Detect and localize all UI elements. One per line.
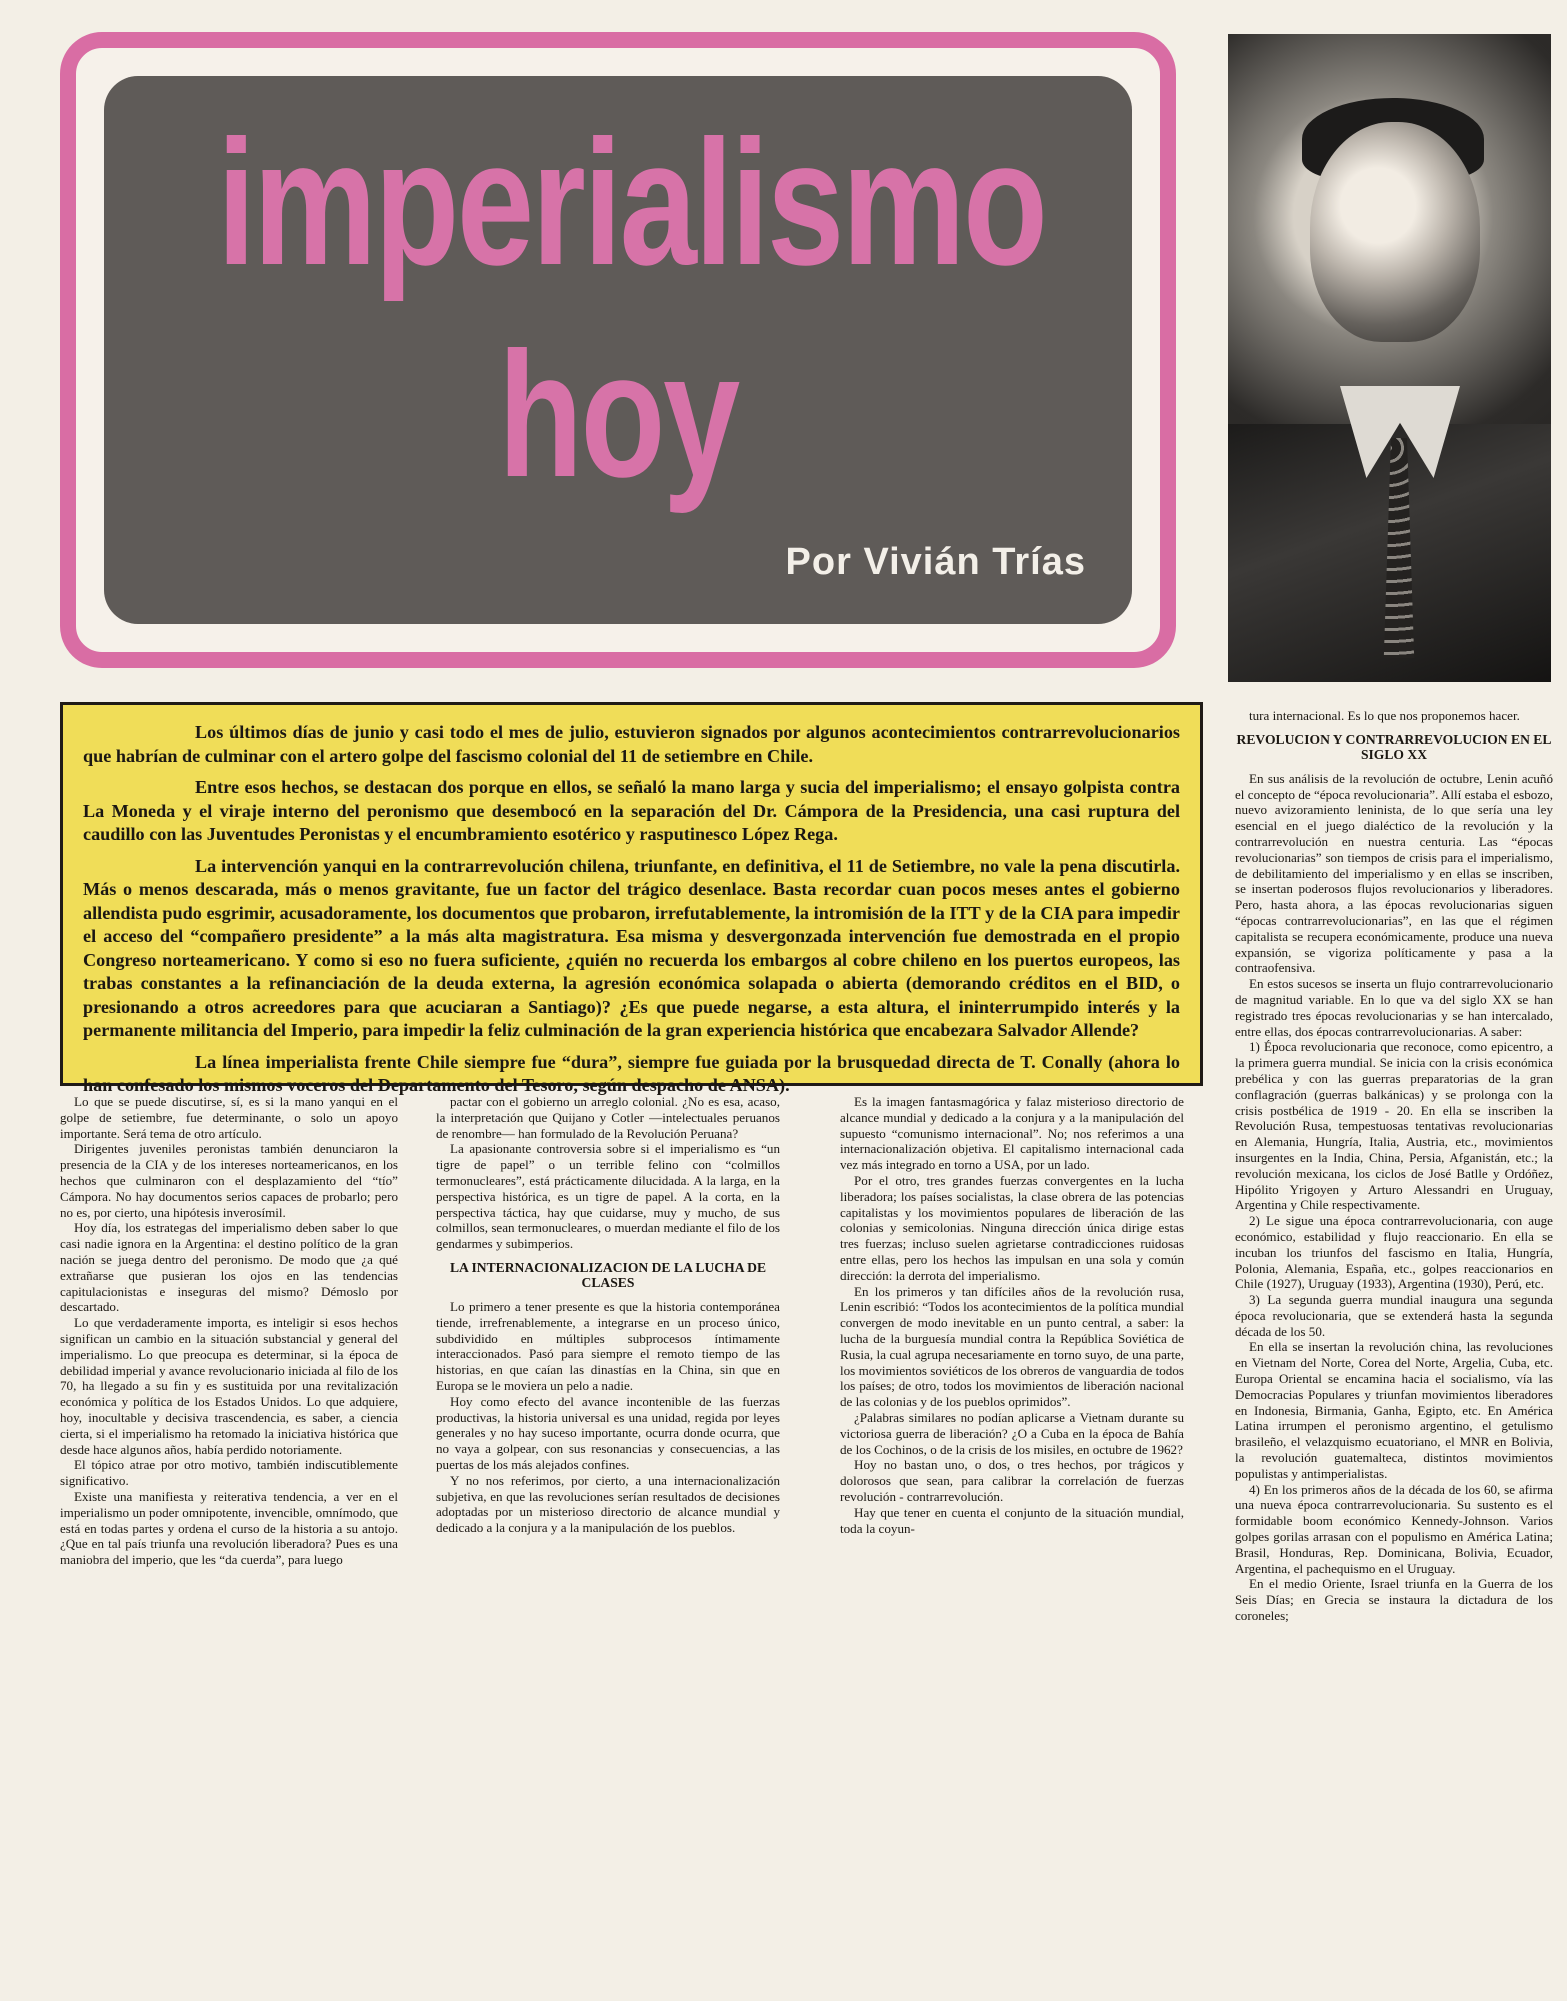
headline-word-imperialismo: imperialismo xyxy=(217,103,1046,302)
body-paragraph: En estos sucesos se inserta un flujo contrarrevolucionario de magnitud variable. En lo que va del siglo XX se han registrado tres épocas revolucionarias y se han intercalado, entre ellas, dos épocas contrarrevolucionarias. A saber: xyxy=(1235,976,1553,1039)
body-paragraph: ¿Palabras similares no podían aplicarse a Vietnam durante su victoriosa guerra de liberación? ¿O a Cuba en la época de Bahía de los Cochinos, o de la crisis de los misiles, en octubre de 1962? xyxy=(840,1409,1184,1457)
lead-paragraph: Los últimos días de junio y casi todo el mes de julio, estuvieron signados por algunos acontecimientos contrarrevolucionarios que habrían de culminar con el artero golpe del fascismo colonial del 11 de setiembre en Chile. xyxy=(83,722,1180,766)
body-paragraph: Hay que tener en cuenta el conjunto de la situación mundial, toda la coyun- xyxy=(840,1504,1184,1536)
body-paragraph: En los primeros y tan difíciles años de la revolución rusa, Lenin escribió: “Todos los acontecimientos de la política mundial convergen de modo inevitable en un punto central, a saber: la lucha de la burguesía mundial contra la República Soviética de Rusia, la cual agrupa necesariamente en torno suyo, de una parte, los movimientos soviéticos de los obreros de vanguardia de todos los países; de otro, todos los movimientos de liberación nacional de las colonias y de los pueblos oprimidos”. xyxy=(840,1283,1184,1410)
article-column-3 xyxy=(840,1094,1184,1536)
byline: Por Vivián Trías xyxy=(785,541,1086,583)
body-paragraph: La apasionante controversia sobre si el imperialismo es “un tigre de papel” o un terrible felino con “colmillos termonucleares”, está prácticamente dilucidada. A la larga, en la perspectiva histórica, es un tigre de papel. A la corta, en la perspectiva táctica, hay que cuidarse, muy y mucho, de sus colmillos, sean termonucleares, o muerdan mediante el filo de los gendarmes y subimperios. xyxy=(436,1141,780,1252)
body-paragraph: Por el otro, tres grandes fuerzas convergentes en la lucha liberadora; los países socialistas, la clase obrera de las potencias capitalistas y los movimientos populares de liberación de las colonias y semicolonias. Ninguna dirección única dirige estas tres fuerzas; incluso suelen agrietarse contradicciones ruidosas entre ellas, pero los hechos las impulsan en una sola y común dirección: la derrota del imperialismo. xyxy=(840,1172,1184,1283)
portrait-photo xyxy=(1228,34,1551,682)
body-paragraph: Y no nos referimos, por cierto, a una internacionalización subjetiva, en que las revoluciones serían resultados de decisiones adoptadas por un misterioso directorio de alcance mundial y dedicado a la conjura y a la manipulación de los pueblos. xyxy=(436,1472,780,1536)
body-paragraph: Lo primero a tener presente es que la historia contemporánea tiende, irrefrenablemente, a integrarse en un proceso único, subdividido en múltiples subprocesos íntimamente interaccionados. Pasó para siempre el remoto tiempo de las historias, en que caían las dinastías en la China, sin que en Europa se le moviera un pelo a nadie. xyxy=(436,1298,780,1393)
section-heading: LA INTERNACIONALIZACION DE LA LUCHA DE CLASES xyxy=(449,1259,767,1290)
body-paragraph: En ella se insertan la revolución china, las revoluciones en Vietnam del Norte, Corea del Norte, Argelia, Cuba, etc. Europa Oriental se encamina hacia el socialismo, vía las Democracias Populares y triunfan movimientos liberadores en Indonesia, Birmania, Ganha, Egipto, etc. En América Latina irrumpen el peronismo argentino, el getulismo brasileño, el velazquismo ecuatoriano, el MNR en Bolivia, la revolución guatemalteca, distintos movimientos populistas y antimperialistas. xyxy=(1235,1339,1553,1481)
title-frame xyxy=(60,32,1176,668)
article-column-1 xyxy=(60,1094,398,1568)
body-paragraph: Lo que se puede discutirse, sí, es si la mano yanqui en el golpe de setiembre, fue determinante, o solo un apoyo importante. Será tema de otro artículo. xyxy=(60,1094,398,1141)
portrait-face xyxy=(1310,122,1480,342)
body-paragraph: En el medio Oriente, Israel triunfa en la Guerra de los Seis Días; en Grecia se instaura la dictadura de los coroneles; xyxy=(1235,1576,1553,1624)
body-paragraph: 3) La segunda guerra mundial inaugura una segunda época revolucionaria, que se extenderá hasta la segunda década de los 50. xyxy=(1235,1292,1553,1339)
title-panel xyxy=(104,76,1132,624)
body-paragraph: Hoy no bastan uno, o dos, o tres hechos, por trágicos y dolorosos que sean, para calibrar la correlación de fuerzas revolución - contrarrevolución. xyxy=(840,1457,1184,1504)
body-paragraph: pactar con el gobierno un arreglo colonial. ¿No es esa, acaso, la interpretación que Quijano y Cotler —intelectuales peruanos de renombre— han formulado de la Revolución Peruana? xyxy=(436,1094,780,1141)
body-paragraph: Lo que verdaderamente importa, es inteligir si esos hechos significan un cambio en la situación substancial y general del imperialismo. Lo que preocupa es determinar, si la época de debilidad imperial y avance revolucionario iniciada al filo de los 70, ha llegado a su fin y es sustituida por una revitalización económica y política de los Estados Unidos. Lo que adquiere, hoy, inocultable y decisiva trascendencia, es saber, a ciencia cierta, si el imperialismo ha retomado la iniciativa histórica que desde hace algunos años, había perdido notoriamente. xyxy=(60,1315,398,1457)
body-paragraph: Hoy día, los estrategas del imperialismo deben saber lo que casi nadie ignora en la Argentina: el destino político de la gran nación se juega dentro del peronismo. De modo que ¿a qué extrañarse que pusieran los ojos en las tendencias capitulacionistas e inseguras del mismo? Démoslo por descartado. xyxy=(60,1220,398,1315)
lead-paragraph: Entre esos hechos, se destacan dos porque en ellos, se señaló la mano larga y sucia del imperialismo; el ensayo golpista contra La Moneda y el viraje interno del peronismo que desembocó en la separación del Dr. Cámpora de la Presidencia, una casi ruptura del caudillo con las Juventudes Peronistas y el encumbramiento esotérico y rasputinesco López Rega. xyxy=(83,777,1180,844)
body-paragraph: Es la imagen fantasmagórica y falaz misterioso directorio de alcance mundial y dedicado a la conjura y a la manipulación del supuesto “comunismo internacional”. No; nos referimos a una internacionalización objetiva. El capitalismo internacional cada vez más integrado en torno a USA, por un lado. xyxy=(840,1094,1184,1173)
body-paragraph: 2) Le sigue una época contrarrevolucionaria, con auge económico, estabilidad y flujo reaccionario. En ella se incuban los triunfos del fascismo en Italia, Hungría, Polonia, Alemania, España, etc., golpes reaccionarios en Chile (1927), Uruguay (1933), Argentina (1930), Perú, etc. xyxy=(1235,1213,1553,1292)
section-heading: REVOLUCION Y CONTRARREVOLUCION EN EL SIGLO XX xyxy=(1236,731,1552,762)
body-paragraph: Existe una manifiesta y reiterativa tendencia, a ver en el imperialismo un poder omnipotente, invencible, omnímodo, que está en todas partes y ordena el curso de la historia a su antojo. ¿Que en tal país triunfa una revolución liberadora? Pues es una maniobra del imperio, que les “da cuerda”, para luego xyxy=(60,1488,398,1568)
article-column-4 xyxy=(1235,708,1553,1624)
body-paragraph: El tópico atrae por otro motivo, también indiscutiblemente significativo. xyxy=(60,1457,398,1489)
body-paragraph: 1) Época revolucionaria que reconoce, como epicentro, a la primera guerra mundial. Se inicia con la crisis económica prebélica y con las guerras preparatorias de la gran conflagración (guerras balkánicas) y se prolonga con la crisis postbélica de 1919 - 20. En ella se inscriben la Revolución Rusa, tempestuosas tentativas revolucionarias en Alemania, Hungría, Italia, Austria, etc., movimientos insurgentes en la India, China, Persia, Afganistán, etc.; la revolución mexicana, los ciclos de José Batlle y Ordóñez, Hipólito Yrigoyen y Arturo Alessandri en Uruguay, Argentina y Chile respectivamente. xyxy=(1235,1039,1553,1213)
lead-paragraph: La intervención yanqui en la contrarrevolución chilena, triunfante, en definitiva, el 11 de Setiembre, no vale la pena discutirla. Más o menos descarada, más o menos gravitante, fue un factor del trágico desenlace. Basta recordar cuan pocos meses antes el gobierno allendista pudo esgrimir, acusadoramente, los documentos que probaron, irrefutablemente, la intromisión de la ITT y de la CIA para impedir el acceso del “compañero presidente” a la más alta magistratura. Esa misma y desvergonzada intervención fue demostrada en el propio Congreso norteamericano. Y como si eso no fuera suficiente, ¿quién no recuerda los embargos al cobre chileno en los puertos europeos, las trabas constantes a la refinanciación de la deuda externa, la agresión económica solapada o abierta (demorando créditos en el BID, o presionando a otros acreedores para que acuciaran a Santiago)? ¿Es que puede negarse, a esta altura, el ininterrumpido interés y la permanente militancia del Imperio, para impedir la feliz culminación de la gran experiencia histórica que encabezara Salvador Allende? xyxy=(83,855,1180,1040)
body-paragraph: 4) En los primeros años de la década de los 60, se afirma una nueva época contrarrevolucionaria. Su sustento es el formidable boom económico Kennedy-Johnson. Varios golpes gorilas arrasan con el populismo en América Latina; Brasil, Honduras, Rep. Dominicana, Bolivia, Ecuador, Argentina, el pachequismo en el Uruguay. xyxy=(1235,1481,1553,1576)
lead-paragraph: La línea imperialista frente Chile siempre fue “dura”, siempre fue guiada por la brusquedad directa de T. Conally (ahora lo han confesado los mismos voceros del Departamento del Tesoro, según despacho de ANSA). xyxy=(83,1051,1180,1095)
body-paragraph: En sus análisis de la revolución de octubre, Lenin acuñó el concepto de “época revolucionaria”. Allí estaba el esbozo, nuevo avizoramiento leninista, de lo que sería una ley esencial en el juego dialéctico de la revolución y la contrarrevolución en nuestra centuria. Las “épocas revolucionarias” son tiempos de crisis para el imperialismo, de debilitamiento del imperialismo y en ellas se inscriben, se insertan poderosos flujos revolucionarios y liberadores. Pero, hasta ahora, a las épocas revolucionarias siguen “épocas contrarrevolucionarias”, en las que el régimen capitalista se recupera económicamente, produce una nueva expansión, se vigoriza políticamente y pasa a la contraofensiva. xyxy=(1235,770,1553,976)
body-paragraph: tura internacional. Es lo que nos proponemos hacer. xyxy=(1249,708,1520,723)
article-column-2 xyxy=(436,1094,780,1536)
lead-box xyxy=(60,702,1203,1095)
body-paragraph: Hoy como efecto del avance incontenible de las fuerzas productivas, la historia universal es una unidad, regida por leyes generales y no hay suceso importante, ocurra donde ocurra, que no vaya a golpear, con sus resonancias y consecuencias, a las puertas de los más alejados confines. xyxy=(436,1393,780,1472)
headline-word-hoy: hoy xyxy=(498,315,738,514)
body-paragraph: Dirigentes juveniles peronistas también denunciaron la presencia de la CIA y de los intereses norteamericanos, en los hechos que culminaron con el desplazamiento del “tío” Cámpora. No hay documentos serios capaces de probarlo; pero no es, por cierto, una hipótesis inverosímil. xyxy=(60,1141,398,1220)
